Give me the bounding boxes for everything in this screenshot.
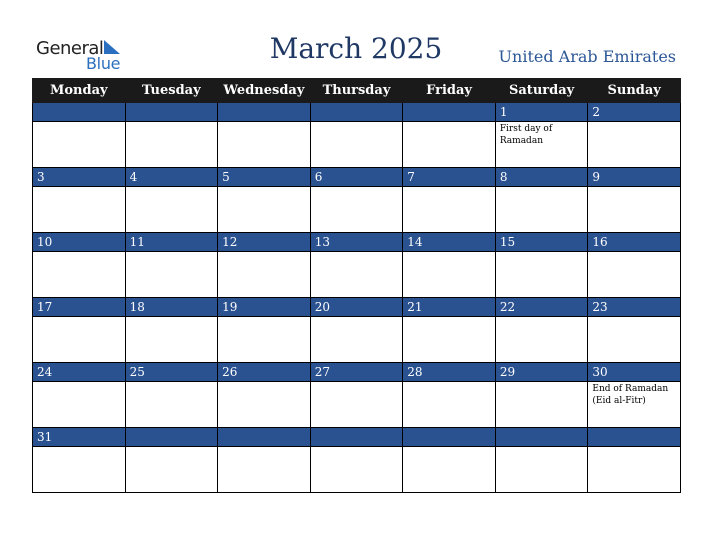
week-date-row [33, 298, 681, 317]
weekday-header: Wednesday [218, 79, 311, 103]
day-event [311, 447, 403, 449]
day-event [33, 252, 125, 254]
week-date-row [33, 103, 681, 122]
day-event [218, 382, 310, 384]
day-number-cell [495, 363, 588, 382]
weekday-header: Tuesday [125, 79, 218, 103]
day-cell [33, 382, 126, 428]
day-event [218, 252, 310, 254]
calendar-grid [32, 78, 681, 493]
day-number-cell [495, 233, 588, 252]
day-event [218, 447, 310, 449]
day-number: 31 [37, 430, 53, 444]
day-event [33, 122, 125, 124]
day-cell [588, 187, 681, 233]
day-number-cell [588, 298, 681, 317]
day-event [311, 187, 403, 189]
weekday-header: Sunday [588, 79, 681, 103]
day-number: 3 [37, 170, 45, 184]
day-number: 5 [222, 170, 230, 184]
day-number: 14 [407, 235, 423, 249]
day-number: 18 [129, 300, 145, 314]
day-cell [218, 252, 311, 298]
day-number-cell [403, 168, 496, 187]
day-number-cell [588, 428, 681, 447]
day-event [496, 317, 588, 319]
day-cell [310, 382, 403, 428]
day-cell [33, 317, 126, 363]
page-title: March 2025 [269, 32, 443, 65]
day-number-cell [495, 428, 588, 447]
day-cell [495, 382, 588, 428]
day-number-cell [218, 168, 311, 187]
day-event [311, 252, 403, 254]
day-number: 17 [37, 300, 53, 314]
day-event [311, 382, 403, 384]
day-event [33, 447, 125, 449]
day-number-cell [125, 428, 218, 447]
day-cell [495, 447, 588, 493]
day-number-cell [218, 233, 311, 252]
day-number-cell [125, 168, 218, 187]
day-cell [125, 382, 218, 428]
day-number: 16 [592, 235, 608, 249]
week-date-row [33, 168, 681, 187]
day-number-cell [588, 363, 681, 382]
day-number-cell [125, 103, 218, 122]
day-number: 19 [222, 300, 238, 314]
day-number-cell [403, 363, 496, 382]
day-number: 4 [129, 170, 138, 184]
week-date-row [33, 428, 681, 447]
day-number: 2 [592, 105, 601, 119]
weekday-header-row [33, 79, 681, 103]
day-cell [588, 122, 681, 168]
day-event [126, 252, 218, 254]
day-cell [33, 447, 126, 493]
day-number-cell [33, 363, 126, 382]
day-number: 8 [499, 170, 508, 184]
day-number: 29 [499, 365, 516, 379]
day-number: 24 [37, 365, 53, 379]
day-number-cell [33, 103, 126, 122]
day-event [588, 122, 680, 124]
day-event [403, 187, 495, 189]
day-cell [403, 252, 496, 298]
day-cell [310, 447, 403, 493]
day-number: 23 [592, 300, 608, 314]
day-event [403, 382, 495, 384]
day-cell [403, 122, 496, 168]
day-number: 6 [314, 170, 323, 184]
day-event [126, 187, 218, 189]
day-number: 20 [314, 300, 330, 314]
day-cell [310, 252, 403, 298]
day-cell [33, 252, 126, 298]
day-number-cell [218, 428, 311, 447]
day-event [218, 317, 310, 319]
day-number-cell [403, 103, 496, 122]
day-cell [403, 317, 496, 363]
day-event [588, 187, 680, 189]
day-cell [588, 317, 681, 363]
day-event [33, 382, 125, 384]
day-number-cell [218, 103, 311, 122]
day-number-cell [310, 428, 403, 447]
day-cell [218, 187, 311, 233]
week-event-row [33, 317, 681, 363]
day-number: 11 [129, 235, 145, 249]
day-number-cell [125, 233, 218, 252]
weekday-header: Saturday [495, 79, 588, 103]
day-event [33, 187, 125, 189]
day-number-cell [33, 428, 126, 447]
week-event-row [33, 187, 681, 233]
weekday-header: Monday [33, 79, 126, 103]
day-event [403, 317, 495, 319]
day-number: 1 [499, 105, 508, 119]
day-event [403, 252, 495, 254]
day-cell [218, 317, 311, 363]
week-event-row [33, 382, 681, 428]
day-number-cell [33, 298, 126, 317]
day-number: 22 [499, 300, 516, 314]
day-number-cell [310, 298, 403, 317]
day-cell [495, 122, 588, 168]
day-cell [33, 122, 126, 168]
day-cell [125, 187, 218, 233]
day-cell [218, 122, 311, 168]
weekday-header: Thursday [310, 79, 403, 103]
day-number: 9 [592, 170, 601, 184]
day-cell [310, 187, 403, 233]
day-event [496, 187, 588, 189]
day-event [588, 447, 680, 449]
day-event [126, 317, 218, 319]
day-number-cell [403, 233, 496, 252]
day-number-cell [495, 103, 588, 122]
day-event [126, 447, 218, 449]
day-number-cell [125, 298, 218, 317]
day-number: 7 [407, 170, 415, 184]
day-number: 15 [499, 235, 516, 249]
day-number-cell [218, 363, 311, 382]
day-number: 10 [37, 235, 53, 249]
day-event [496, 252, 588, 254]
day-event [311, 122, 403, 124]
day-cell [310, 317, 403, 363]
day-number-cell [125, 363, 218, 382]
day-event [588, 317, 680, 319]
week-date-row [33, 233, 681, 252]
day-cell [495, 317, 588, 363]
day-cell [403, 382, 496, 428]
day-cell [125, 317, 218, 363]
day-cell [588, 447, 681, 493]
day-cell [588, 382, 681, 428]
day-event: First day of Ramadan [499, 124, 553, 146]
day-cell [125, 447, 218, 493]
day-number: 25 [129, 365, 145, 379]
day-event [496, 447, 588, 449]
country-name: United Arab Emirates [498, 47, 676, 66]
calendar-body [33, 103, 681, 493]
week-event-row [33, 252, 681, 298]
day-number-cell [33, 233, 126, 252]
day-cell [218, 382, 311, 428]
day-number: 26 [222, 365, 238, 379]
day-event [126, 122, 218, 124]
day-cell [125, 122, 218, 168]
brand-word-general: General [36, 38, 104, 59]
day-number-cell [588, 233, 681, 252]
day-number: 30 [592, 365, 608, 379]
day-number-cell [310, 103, 403, 122]
day-cell [403, 447, 496, 493]
day-number-cell [588, 168, 681, 187]
day-cell [125, 252, 218, 298]
day-cell [403, 187, 496, 233]
day-event [126, 382, 218, 384]
day-number-cell [495, 168, 588, 187]
weekday-header: Friday [403, 79, 496, 103]
brand-word-blue: Blue [86, 54, 121, 73]
day-number: 28 [407, 365, 423, 379]
day-event: End of Ramadan (Eid al-Fitr) [592, 384, 669, 406]
day-number-cell [218, 298, 311, 317]
day-number-cell [588, 103, 681, 122]
week-date-row [33, 363, 681, 382]
day-number-cell [495, 298, 588, 317]
day-number-cell [33, 168, 126, 187]
day-number: 27 [314, 365, 330, 379]
day-number-cell [310, 168, 403, 187]
day-number: 13 [314, 235, 330, 249]
day-event [588, 252, 680, 254]
day-cell [310, 122, 403, 168]
day-cell [33, 187, 126, 233]
day-number-cell [403, 298, 496, 317]
day-cell [218, 447, 311, 493]
day-event [403, 122, 495, 124]
day-cell [495, 187, 588, 233]
day-event [311, 317, 403, 319]
day-cell [495, 252, 588, 298]
day-event [33, 317, 125, 319]
day-event [403, 447, 495, 449]
day-event [218, 187, 310, 189]
week-event-row [33, 122, 681, 168]
day-event [496, 382, 588, 384]
day-number: 12 [222, 235, 238, 249]
day-number: 21 [407, 300, 423, 314]
day-number-cell [310, 363, 403, 382]
week-event-row [33, 447, 681, 493]
day-event [218, 122, 310, 124]
day-cell [588, 252, 681, 298]
day-number-cell [403, 428, 496, 447]
day-number-cell [310, 233, 403, 252]
